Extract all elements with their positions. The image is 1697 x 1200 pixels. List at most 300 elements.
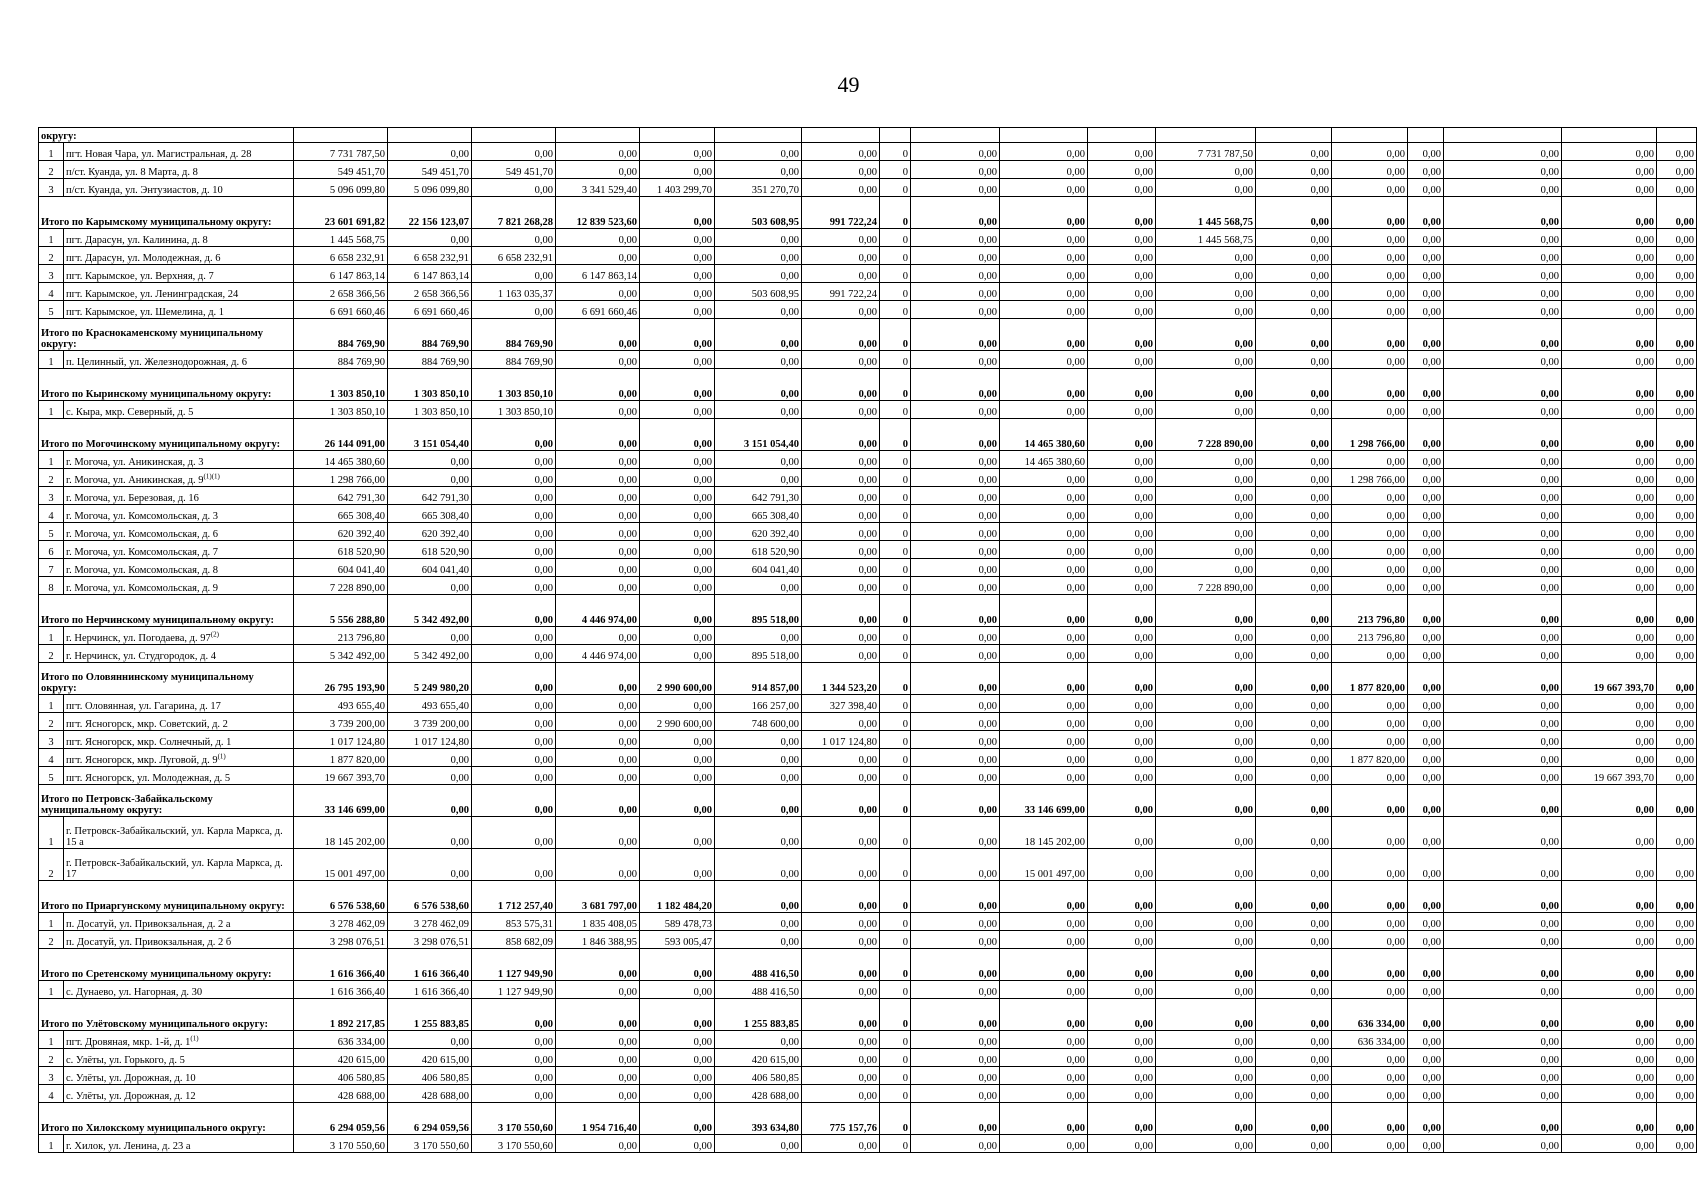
value-cell: 0,00 [802, 595, 880, 627]
value-cell: 0,00 [1256, 197, 1332, 229]
value-cell: 0,00 [1000, 913, 1088, 931]
address-cell [64, 401, 294, 419]
value-cell: 0,00 [1657, 931, 1697, 949]
value-cell: 1 616 366,40 [388, 981, 472, 999]
value-cell: 0,00 [1562, 523, 1657, 541]
address-text: г. Могоча, ул. Аникинская, д. 3 [66, 457, 204, 468]
value-cell: 420 615,00 [715, 1049, 802, 1067]
value-cell: 642 791,30 [388, 487, 472, 505]
value-cell: 0,00 [1156, 949, 1256, 981]
value-cell: 0,00 [802, 1049, 880, 1067]
value-cell: 0,00 [1156, 247, 1256, 265]
value-cell: 0 [880, 817, 911, 849]
value-cell: 0 [880, 627, 911, 645]
value-cell: 1 616 366,40 [294, 981, 388, 999]
value-cell: 0,00 [1256, 645, 1332, 663]
value-cell: 0,00 [1657, 695, 1697, 713]
value-cell: 0,00 [1657, 1135, 1697, 1153]
value-cell: 0,00 [556, 143, 640, 161]
value-cell: 0,00 [715, 161, 802, 179]
value-cell: 665 308,40 [294, 505, 388, 523]
value-cell: 0,00 [1332, 229, 1408, 247]
value-cell: 0,00 [1562, 931, 1657, 949]
value-cell: 0,00 [1408, 1085, 1444, 1103]
value-cell: 0,00 [1408, 731, 1444, 749]
value-cell: 0,00 [1156, 749, 1256, 767]
value-cell: 26 144 091,00 [294, 419, 388, 451]
address-text: с. Улёты, ул. Дорожная, д. 12 [66, 1091, 196, 1102]
address-text: пгт. Новая Чара, ул. Магистральная, д. 28 [66, 149, 252, 160]
value-cell: 0,00 [1000, 1103, 1088, 1135]
table-row [39, 505, 1697, 523]
value-cell: 0,00 [802, 523, 880, 541]
value-cell: 0,00 [802, 265, 880, 283]
value-cell: 0,00 [1562, 469, 1657, 487]
value-cell: 0,00 [1332, 713, 1408, 731]
value-cell: 0,00 [1657, 645, 1697, 663]
value-cell: 0,00 [1088, 577, 1156, 595]
value-cell: 0 [880, 695, 911, 713]
value-cell: 618 520,90 [294, 541, 388, 559]
value-cell: 0,00 [802, 981, 880, 999]
address-cell [64, 505, 294, 523]
value-cell: 0,00 [1332, 1049, 1408, 1067]
value-cell: 0,00 [1000, 645, 1088, 663]
value-cell: 14 465 380,60 [1000, 419, 1088, 451]
value-cell: 0,00 [1256, 419, 1332, 451]
value-cell: 0,00 [1444, 143, 1562, 161]
value-cell: 0,00 [472, 999, 556, 1031]
value-cell: 0,00 [1657, 283, 1697, 301]
value-cell: 0,00 [1000, 1135, 1088, 1153]
value-cell: 0,00 [802, 749, 880, 767]
value-cell: 0,00 [1408, 949, 1444, 981]
empty-cell [294, 128, 388, 143]
value-cell: 0,00 [472, 695, 556, 713]
value-cell: 0,00 [1332, 849, 1408, 881]
footnote-mark: (1)(1) [203, 472, 220, 481]
value-cell: 0,00 [1657, 229, 1697, 247]
value-cell: 0,00 [1256, 469, 1332, 487]
value-cell: 0,00 [715, 401, 802, 419]
table-row [39, 1085, 1697, 1103]
table-row [39, 931, 1697, 949]
value-cell: 0,00 [1256, 1103, 1332, 1135]
empty-cell [1088, 128, 1156, 143]
value-cell: 0,00 [1156, 595, 1256, 627]
value-cell: 0,00 [1408, 161, 1444, 179]
value-cell: 0,00 [1408, 595, 1444, 627]
value-cell: 0,00 [1657, 319, 1697, 351]
value-cell: 0,00 [1657, 713, 1697, 731]
footnote-mark: (2) [210, 630, 219, 639]
value-cell: 0,00 [1657, 1067, 1697, 1085]
value-cell: 0,00 [911, 487, 1000, 505]
value-cell: 0,00 [1444, 1085, 1562, 1103]
table-row [39, 645, 1697, 663]
address-text: пгт. Ясногорск, ул. Молодежная, д. 5 [66, 773, 231, 784]
value-cell: 0,00 [472, 663, 556, 695]
value-cell: 6 147 863,14 [388, 265, 472, 283]
value-cell: 0,00 [1657, 161, 1697, 179]
value-cell: 0,00 [556, 749, 640, 767]
value-cell: 2 658 366,56 [388, 283, 472, 301]
value-cell: 7 731 787,50 [294, 143, 388, 161]
value-cell: 0,00 [1000, 559, 1088, 577]
value-cell: 589 478,73 [640, 913, 715, 931]
value-cell: 0,00 [1000, 319, 1088, 351]
row-number: 3 [39, 179, 64, 197]
value-cell: 0,00 [388, 785, 472, 817]
value-cell: 604 041,40 [715, 559, 802, 577]
value-cell: 0,00 [1088, 505, 1156, 523]
value-cell: 1 835 408,05 [556, 913, 640, 931]
value-cell: 503 608,95 [715, 197, 802, 229]
value-cell: 0,00 [1088, 981, 1156, 999]
value-cell: 0 [880, 265, 911, 283]
value-cell: 0,00 [1408, 487, 1444, 505]
value-cell: 0,00 [640, 523, 715, 541]
address-text: пгт. Ясногорск, мкр. Советский, д. 2 [66, 719, 228, 730]
value-cell: 166 257,00 [715, 695, 802, 713]
value-cell: 428 688,00 [388, 1085, 472, 1103]
value-cell: 0,00 [1088, 663, 1156, 695]
value-cell: 0,00 [1657, 1049, 1697, 1067]
value-cell: 0,00 [640, 161, 715, 179]
value-cell: 0,00 [1256, 913, 1332, 931]
table-row [39, 143, 1697, 161]
value-cell: 3 298 076,51 [388, 931, 472, 949]
value-cell: 0,00 [802, 419, 880, 451]
value-cell: 488 416,50 [715, 981, 802, 999]
value-cell: 1 127 949,90 [472, 949, 556, 981]
value-cell: 0 [880, 1049, 911, 1067]
value-cell: 0,00 [1444, 401, 1562, 419]
value-cell: 1 303 850,10 [388, 369, 472, 401]
value-cell: 0,00 [640, 197, 715, 229]
district-total-title: Итого по Карымскому муниципальному округу: [39, 197, 294, 229]
value-cell: 0,00 [640, 469, 715, 487]
value-cell: 1 616 366,40 [388, 949, 472, 981]
value-cell: 0,00 [640, 143, 715, 161]
value-cell: 0,00 [640, 981, 715, 999]
value-cell: 0,00 [1256, 981, 1332, 999]
value-cell: 6 691 660,46 [388, 301, 472, 319]
value-cell: 0,00 [1088, 731, 1156, 749]
value-cell: 351 270,70 [715, 179, 802, 197]
total-row [39, 785, 1697, 817]
value-cell: 0,00 [1256, 369, 1332, 401]
value-cell: 0,00 [1256, 663, 1332, 695]
value-cell: 0,00 [472, 731, 556, 749]
value-cell: 0,00 [1408, 1049, 1444, 1067]
value-cell: 0,00 [472, 143, 556, 161]
value-cell: 1 298 766,00 [294, 469, 388, 487]
value-cell: 1 163 035,37 [472, 283, 556, 301]
value-cell: 0,00 [1562, 419, 1657, 451]
value-cell: 2 990 600,00 [640, 663, 715, 695]
value-cell: 0,00 [911, 161, 1000, 179]
value-cell: 2 658 366,56 [294, 283, 388, 301]
value-cell: 0,00 [1444, 505, 1562, 523]
value-cell: 0,00 [1332, 881, 1408, 913]
value-cell: 0,00 [1332, 645, 1408, 663]
empty-cell [1256, 128, 1332, 143]
address-text: г. Могоча, ул. Комсомольская, д. 6 [66, 529, 219, 540]
value-cell: 0,00 [1332, 931, 1408, 949]
value-cell: 0,00 [802, 319, 880, 351]
value-cell: 0,00 [802, 559, 880, 577]
table-row [39, 401, 1697, 419]
value-cell: 1 303 850,10 [472, 401, 556, 419]
value-cell: 0,00 [1256, 161, 1332, 179]
value-cell: 0,00 [556, 981, 640, 999]
value-cell: 0,00 [1408, 767, 1444, 785]
value-cell: 0,00 [1088, 369, 1156, 401]
value-cell: 1 344 523,20 [802, 663, 880, 695]
address-cell [64, 229, 294, 247]
address-text: пгт. Ясногорск, мкр. Солнечный, д. 1 [66, 737, 232, 748]
value-cell: 0,00 [1256, 749, 1332, 767]
value-cell: 0,00 [911, 645, 1000, 663]
value-cell: 0,00 [556, 351, 640, 369]
value-cell: 0,00 [1562, 981, 1657, 999]
total-row [39, 595, 1697, 627]
total-row [39, 197, 1697, 229]
value-cell: 0,00 [556, 849, 640, 881]
value-cell: 0,00 [1088, 229, 1156, 247]
address-cell [64, 849, 294, 881]
value-cell: 0 [880, 143, 911, 161]
value-cell: 0,00 [1156, 695, 1256, 713]
table-row [39, 817, 1697, 849]
value-cell: 0 [880, 595, 911, 627]
value-cell: 0,00 [1444, 627, 1562, 645]
value-cell: 0,00 [1000, 179, 1088, 197]
value-cell: 0,00 [1657, 451, 1697, 469]
value-cell: 0,00 [802, 179, 880, 197]
value-cell: 0,00 [1657, 663, 1697, 695]
value-cell: 0 [880, 713, 911, 731]
address-cell [64, 559, 294, 577]
value-cell: 0,00 [911, 695, 1000, 713]
value-cell: 0,00 [1444, 595, 1562, 627]
value-cell: 0 [880, 451, 911, 469]
table-row [39, 283, 1697, 301]
value-cell: 0,00 [1000, 949, 1088, 981]
value-cell: 0,00 [640, 749, 715, 767]
value-cell: 0,00 [1000, 767, 1088, 785]
value-cell: 6 658 232,91 [472, 247, 556, 265]
value-cell: 0,00 [911, 627, 1000, 645]
value-cell: 0,00 [1444, 577, 1562, 595]
value-cell: 0,00 [1088, 627, 1156, 645]
value-cell: 213 796,80 [1332, 627, 1408, 645]
value-cell: 0,00 [388, 849, 472, 881]
value-cell: 0,00 [1562, 645, 1657, 663]
address-text: с. Улёты, ул. Дорожная, д. 10 [66, 1073, 196, 1084]
value-cell: 0,00 [1562, 401, 1657, 419]
value-cell: 0,00 [472, 523, 556, 541]
value-cell: 22 156 123,07 [388, 197, 472, 229]
value-cell: 0,00 [1332, 401, 1408, 419]
value-cell: 0,00 [556, 161, 640, 179]
value-cell: 0,00 [1657, 179, 1697, 197]
value-cell: 0,00 [640, 301, 715, 319]
table-row [39, 179, 1697, 197]
total-row [39, 881, 1697, 913]
value-cell: 0,00 [802, 369, 880, 401]
value-cell: 0,00 [715, 1135, 802, 1153]
row-number: 3 [39, 265, 64, 283]
value-cell: 33 146 699,00 [1000, 785, 1088, 817]
value-cell: 0,00 [1256, 595, 1332, 627]
value-cell: 0,00 [1657, 265, 1697, 283]
address-text: п. Досатуй, ул. Привокзальная, д. 2 а [66, 919, 231, 930]
value-cell: 0 [880, 401, 911, 419]
value-cell: 0,00 [640, 1135, 715, 1153]
address-text: п. Целинный, ул. Железнодорожная, д. 6 [66, 357, 247, 368]
value-cell: 618 520,90 [388, 541, 472, 559]
value-cell: 0,00 [640, 559, 715, 577]
value-cell: 0,00 [1256, 731, 1332, 749]
value-cell: 0,00 [1562, 451, 1657, 469]
value-cell: 0,00 [1562, 749, 1657, 767]
row-number: 3 [39, 1067, 64, 1085]
value-cell: 0,00 [802, 351, 880, 369]
value-cell: 393 634,80 [715, 1103, 802, 1135]
value-cell: 0,00 [472, 767, 556, 785]
value-cell: 1 403 299,70 [640, 179, 715, 197]
value-cell: 0,00 [556, 1067, 640, 1085]
value-cell: 0,00 [1444, 1049, 1562, 1067]
value-cell: 0,00 [640, 1031, 715, 1049]
empty-cell [640, 128, 715, 143]
row-number: 4 [39, 505, 64, 523]
value-cell: 0,00 [1562, 1085, 1657, 1103]
value-cell: 593 005,47 [640, 931, 715, 949]
value-cell: 26 795 193,90 [294, 663, 388, 695]
value-cell: 0,00 [1408, 1031, 1444, 1049]
value-cell: 0,00 [715, 931, 802, 949]
value-cell: 0,00 [1408, 229, 1444, 247]
value-cell: 0 [880, 197, 911, 229]
address-cell [64, 179, 294, 197]
value-cell: 748 600,00 [715, 713, 802, 731]
value-cell: 884 769,90 [388, 319, 472, 351]
value-cell: 7 821 268,28 [472, 197, 556, 229]
value-cell: 0,00 [911, 1135, 1000, 1153]
table-row [39, 351, 1697, 369]
value-cell: 0,00 [1156, 1135, 1256, 1153]
value-cell: 0,00 [911, 351, 1000, 369]
address-text: г. Могоча, ул. Аникинская, д. 9 [66, 475, 204, 486]
value-cell: 1 127 949,90 [472, 981, 556, 999]
value-cell: 0,00 [556, 1031, 640, 1049]
value-cell: 0,00 [1256, 849, 1332, 881]
address-text: г. Нерчинск, ул. Студгородок, д. 4 [66, 651, 216, 662]
value-cell: 14 465 380,60 [294, 451, 388, 469]
value-cell: 0,00 [640, 319, 715, 351]
value-cell: 1 303 850,10 [472, 369, 556, 401]
address-cell [64, 265, 294, 283]
address-cell [64, 931, 294, 949]
value-cell: 0,00 [388, 627, 472, 645]
value-cell: 0,00 [1562, 1067, 1657, 1085]
value-cell: 0,00 [1156, 663, 1256, 695]
value-cell: 0,00 [1408, 749, 1444, 767]
value-cell: 0,00 [802, 487, 880, 505]
value-cell: 0,00 [1256, 1135, 1332, 1153]
table-row [39, 767, 1697, 785]
value-cell: 549 451,70 [294, 161, 388, 179]
address-text: с. Кыра, мкр. Северный, д. 5 [66, 407, 194, 418]
address-cell [64, 767, 294, 785]
value-cell: 0,00 [1156, 1067, 1256, 1085]
address-cell [64, 161, 294, 179]
value-cell: 0,00 [1444, 981, 1562, 999]
value-cell: 0,00 [1000, 301, 1088, 319]
value-cell: 0,00 [1562, 369, 1657, 401]
address-text: пгт. Дровяная, мкр. 1-й, д. 1 [66, 1037, 191, 1048]
value-cell: 0,00 [1657, 559, 1697, 577]
value-cell: 0,00 [1256, 577, 1332, 595]
value-cell: 0,00 [1088, 1049, 1156, 1067]
value-cell: 0,00 [1562, 197, 1657, 229]
table-row [39, 559, 1697, 577]
address-cell [64, 577, 294, 595]
value-cell: 0,00 [1444, 265, 1562, 283]
value-cell: 0,00 [1156, 469, 1256, 487]
value-cell: 0,00 [1562, 179, 1657, 197]
value-cell: 0,00 [1088, 1067, 1156, 1085]
value-cell: 0,00 [1256, 265, 1332, 283]
address-cell [64, 143, 294, 161]
value-cell: 0,00 [802, 541, 880, 559]
value-cell: 0,00 [556, 487, 640, 505]
value-cell: 0,00 [1000, 197, 1088, 229]
empty-cell [1657, 128, 1697, 143]
value-cell: 0 [880, 881, 911, 913]
value-cell: 0,00 [1657, 1085, 1697, 1103]
value-cell: 0,00 [715, 785, 802, 817]
header-continuation-row [39, 128, 1697, 143]
value-cell: 0,00 [556, 401, 640, 419]
value-cell: 0,00 [640, 1067, 715, 1085]
value-cell: 0,00 [556, 541, 640, 559]
table-body [39, 128, 1697, 1153]
district-total-title: Итого по Хилокскому муниципального округу: [39, 1103, 294, 1135]
value-cell: 0 [880, 1085, 911, 1103]
value-cell: 0 [880, 1031, 911, 1049]
address-text: г. Могоча, ул. Березовая, д. 16 [66, 493, 199, 504]
address-cell [64, 645, 294, 663]
value-cell: 0,00 [1408, 913, 1444, 931]
value-cell: 0 [880, 301, 911, 319]
value-cell: 0,00 [640, 283, 715, 301]
value-cell: 0,00 [1256, 817, 1332, 849]
value-cell: 0,00 [1332, 247, 1408, 265]
value-cell: 620 392,40 [715, 523, 802, 541]
value-cell: 0,00 [802, 401, 880, 419]
value-cell: 0,00 [1657, 577, 1697, 595]
value-cell: 0,00 [911, 541, 1000, 559]
value-cell: 0,00 [1088, 179, 1156, 197]
total-row [39, 319, 1697, 351]
value-cell: 0,00 [1444, 695, 1562, 713]
row-number: 5 [39, 767, 64, 785]
total-row [39, 999, 1697, 1031]
